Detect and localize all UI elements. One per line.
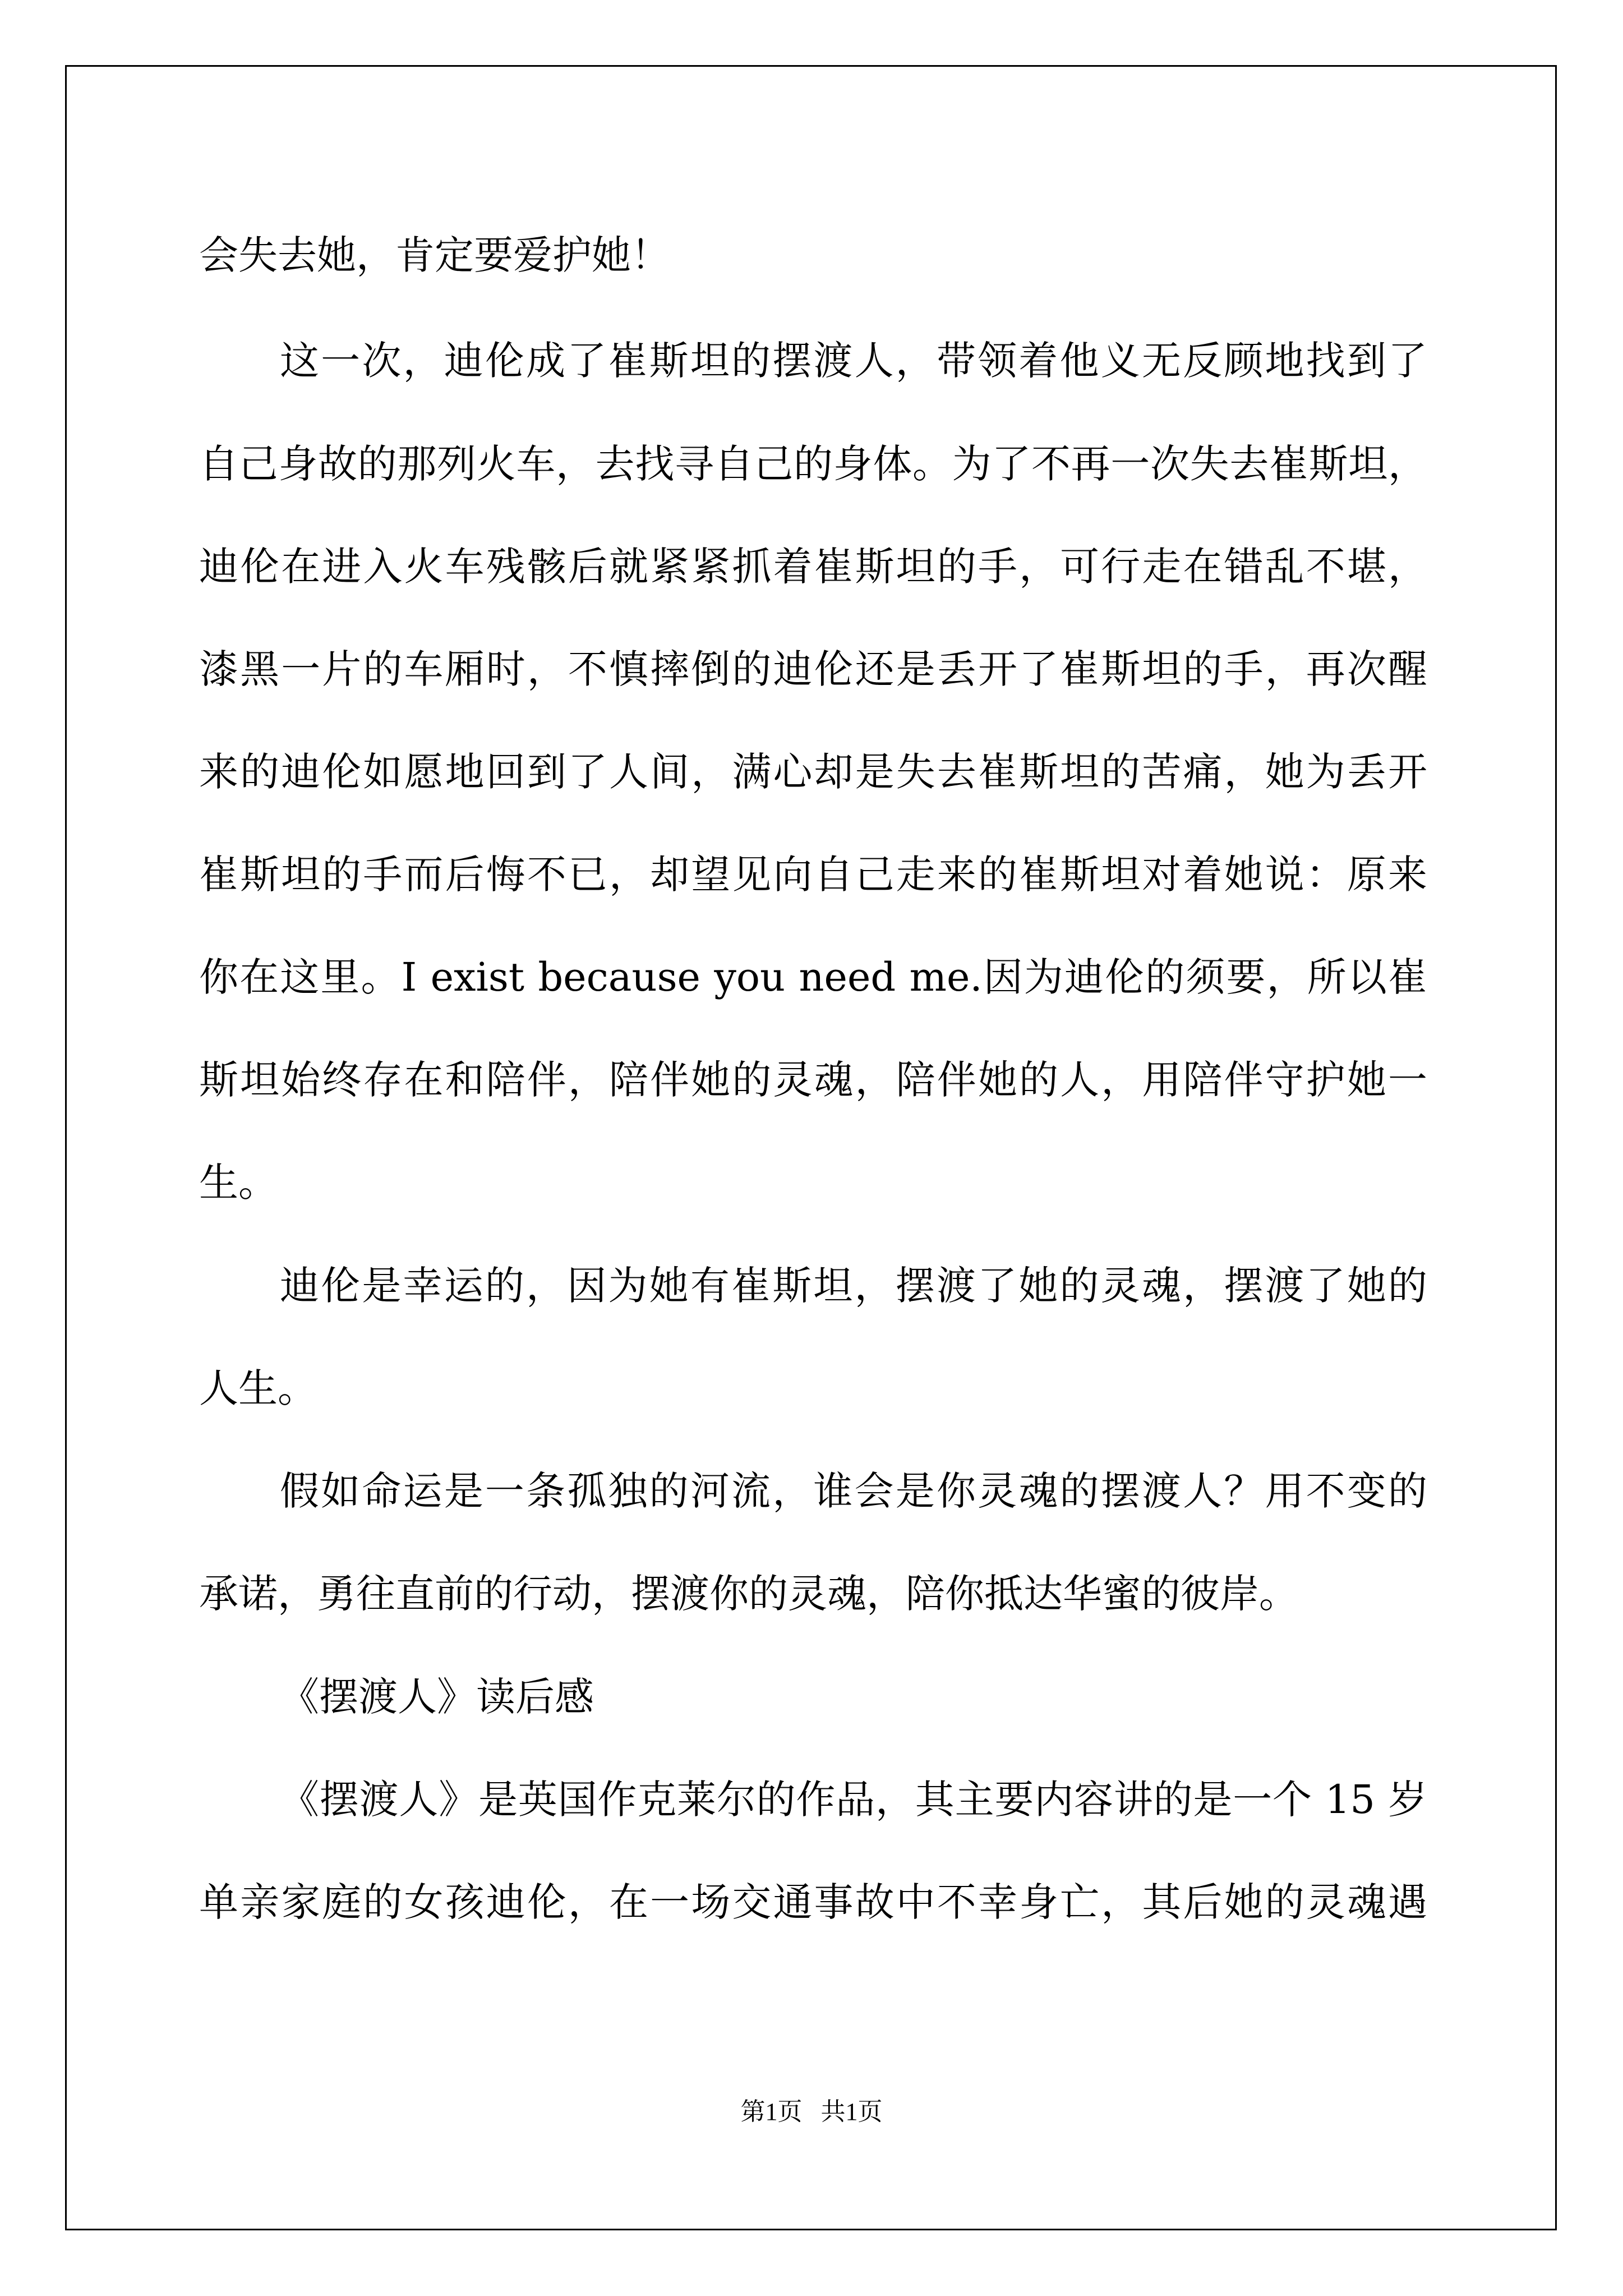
text-line: 会失去她，肯定要爱护她！ [199,232,670,278]
text-line: 漆黑一片的车厢时，不慎摔倒的迪伦还是丢开了崔斯坦的手，再次醒 [199,646,1427,692]
text-line: 承诺，勇往直前的行动，摆渡你的灵魂，陪你抵达华蜜的彼岸。 [199,1571,1298,1617]
text-line: 生。 [199,1159,278,1205]
text-line: 迪伦是幸运的，因为她有崔斯坦，摆渡了她的灵魂，摆渡了她的 [280,1263,1427,1309]
text-line: 人生。 [199,1365,317,1411]
text-line: 来的迪伦如愿地回到了人间，满心却是失去崔斯坦的苦痛，她为丢开 [199,749,1427,795]
text-line: 这一次，迪伦成了崔斯坦的摆渡人，带领着他义无反顾地找到了 [280,338,1427,384]
page-number-footer: 第1页 共1页 [740,2098,883,2125]
text-line: 你在这里。I exist because you need me.因为迪伦的须要，所以崔 [199,954,1427,1000]
text-line: 假如命运是一条孤独的河流，谁会是你灵魂的摆渡人？用不变的 [280,1468,1427,1514]
text-line: 斯坦始终存在和陪伴，陪伴她的灵魂，陪伴她的人，用陪伴守护她一 [199,1057,1427,1103]
text-line: 迪伦在进入火车残骸后就紧紧抓着崔斯坦的手，可行走在错乱不堪， [199,544,1427,590]
text-line: 自己身故的那列火车，去找寻自己的身体。为了不再一次失去崔斯坦， [199,441,1427,487]
text-line: 单亲家庭的女孩迪伦，在一场交通事故中不幸身亡，其后她的灵魂遇 [199,1879,1427,1925]
text-line: 崔斯坦的手而后悔不已，却望见向自己走来的崔斯坦对着她说：原来 [199,852,1427,898]
text-line: 《摆渡人》是英国作克莱尔的作品，其主要内容讲的是一个 15 岁 [280,1777,1427,1823]
section-heading: 《摆渡人》读后感 [280,1674,594,1720]
